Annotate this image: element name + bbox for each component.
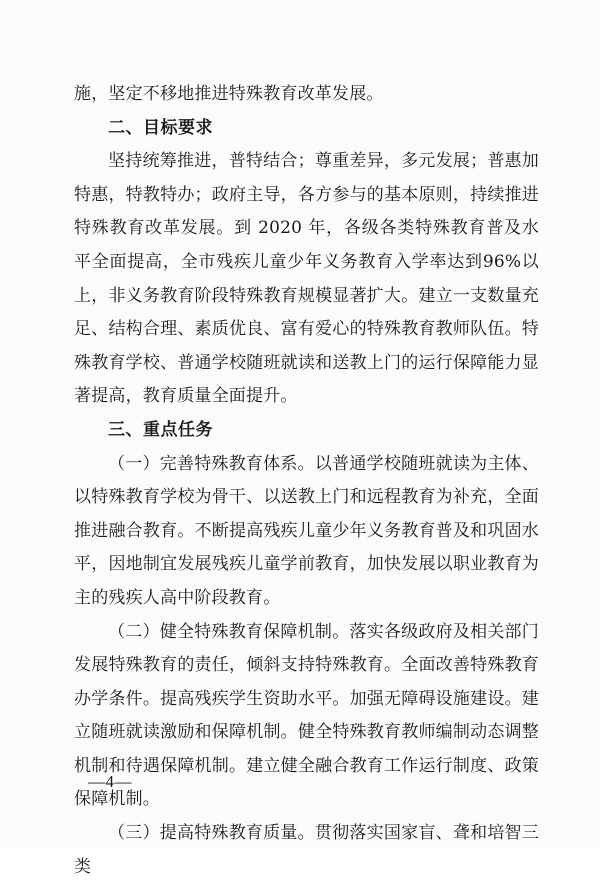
paragraph-continuation: 施，坚定不移地推进特殊教育改革发展。 [74,84,384,104]
paragraph-task-1: （一）完善特殊教育体系。以普通学校随班就读为主体、以特殊教育学校为骨干、以送教上门和远程教育为补充，全面推进融合教育。不断提高残疾儿童少年义务教育普及和巩固水平，因地制宜发展残疾儿童学前教育，加快发展以职业教育为主的残疾人高中阶段教育。 [74,453,539,608]
paragraph-task-3: （三）提高特殊教育质量。贯彻落实国家盲、聋和培智三类 [74,823,539,877]
paragraph-goals: 坚持统筹推进，普特结合；尊重差异，多元发展；普惠加特惠，特教特办；政府主导，各方参与的基本原则，持续推进特殊教育改革发展。到 2020 年，各级各类特殊教育普及水平全面提高，全市残疾儿童少年义务教育入学率达到96%以上，非义务教育阶段特殊教育规模显著扩大。建立一支数量充足、结构合理、素质优良、富有爱心的特殊教育教师队伍。特殊教育学校、普通学校随班就读和送教上门的运行保障能力显著提高，教育质量全面提升。 [74,151,539,407]
section-heading-key-tasks: 三、重点任务 [108,419,213,440]
paragraph-task-2: （二）健全特殊教育保障机制。落实各级政府及相关部门发展特殊教育的责任，倾斜支持特殊教育。全面改善特殊教育办学条件。提高残疾学生资助水平。加强无障碍设施建设。建立随班就读激励和保障机制。健全特殊教育教师编制动态调整机制和待遇保障机制。建立健全融合教育工作运行制度、政策保障机制。 [74,621,539,810]
section-heading-goals: 二、目标要求 [108,117,213,138]
page-number: —4— [88,772,132,791]
document-body [74,78,539,884]
